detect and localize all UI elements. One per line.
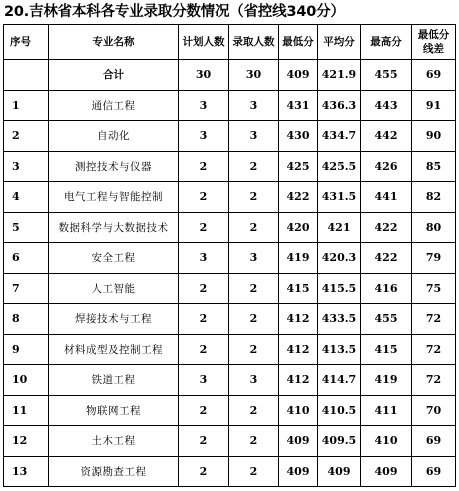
row-diff: 82 [412, 182, 456, 213]
row-max: 411 [361, 395, 412, 426]
row-diff: 80 [412, 212, 456, 243]
row-admitted: 3 [229, 365, 279, 396]
row-plan: 3 [179, 243, 229, 274]
row-min: 420 [279, 212, 318, 243]
total-label: 合计 [49, 60, 179, 91]
row-max: 442 [361, 121, 412, 152]
table-row [4, 212, 456, 243]
row-no: 4 [4, 182, 49, 213]
total-min: 409 [279, 60, 318, 91]
row-plan: 3 [179, 90, 229, 121]
row-min: 409 [279, 456, 318, 487]
row-max: 443 [361, 90, 412, 121]
row-admitted: 2 [229, 334, 279, 365]
row-max: 455 [361, 304, 412, 335]
row-max: 415 [361, 334, 412, 365]
row-admitted: 2 [229, 182, 279, 213]
row-min: 431 [279, 90, 318, 121]
row-max: 441 [361, 182, 412, 213]
row-major: 焊接技术与工程 [49, 304, 179, 335]
header-diff-label: 最低分线差 [417, 29, 450, 55]
row-avg: 414.7 [318, 365, 361, 396]
total-diff: 69 [412, 60, 456, 91]
row-no: 10 [4, 365, 49, 396]
row-major: 材料成型及控制工程 [49, 334, 179, 365]
row-no: 9 [4, 334, 49, 365]
row-admitted: 2 [229, 151, 279, 182]
row-min: 412 [279, 334, 318, 365]
row-plan: 2 [179, 151, 229, 182]
row-avg: 433.5 [318, 304, 361, 335]
row-diff: 90 [412, 121, 456, 152]
row-plan: 2 [179, 182, 229, 213]
row-no: 13 [4, 456, 49, 487]
admission-scores-table [3, 24, 456, 487]
table-row [4, 395, 456, 426]
row-no: 5 [4, 212, 49, 243]
table-row [4, 426, 456, 457]
row-diff: 79 [412, 243, 456, 274]
row-diff: 75 [412, 273, 456, 304]
row-avg: 431.5 [318, 182, 361, 213]
row-major: 资源勘查工程 [49, 456, 179, 487]
row-admitted: 3 [229, 90, 279, 121]
row-min: 409 [279, 426, 318, 457]
row-major: 测控技术与仪器 [49, 151, 179, 182]
row-major: 安全工程 [49, 243, 179, 274]
row-avg: 425.5 [318, 151, 361, 182]
total-plan: 30 [179, 60, 229, 91]
row-diff: 85 [412, 151, 456, 182]
row-min: 422 [279, 182, 318, 213]
row-admitted: 3 [229, 121, 279, 152]
row-no: 3 [4, 151, 49, 182]
row-max: 409 [361, 456, 412, 487]
row-major: 自动化 [49, 121, 179, 152]
row-diff: 72 [412, 365, 456, 396]
row-admitted: 2 [229, 304, 279, 335]
table-row [4, 182, 456, 213]
row-no: 2 [4, 121, 49, 152]
row-min: 412 [279, 304, 318, 335]
row-diff: 69 [412, 456, 456, 487]
row-max: 422 [361, 212, 412, 243]
row-major: 铁道工程 [49, 365, 179, 396]
row-major: 通信工程 [49, 90, 179, 121]
row-plan: 3 [179, 121, 229, 152]
row-avg: 413.5 [318, 334, 361, 365]
header-no: 序号 [4, 25, 49, 60]
row-plan: 2 [179, 273, 229, 304]
row-avg: 410.5 [318, 395, 361, 426]
row-major: 电气工程与智能控制 [49, 182, 179, 213]
row-avg: 409.5 [318, 426, 361, 457]
row-avg: 409 [318, 456, 361, 487]
page-title: 20.吉林省本科各专业录取分数情况（省控线340分） [4, 4, 345, 20]
header-min: 最低分 [279, 25, 318, 60]
row-major: 人工智能 [49, 273, 179, 304]
row-min: 410 [279, 395, 318, 426]
row-plan: 2 [179, 334, 229, 365]
total-no [4, 60, 49, 91]
header-max: 最高分 [361, 25, 412, 60]
row-avg: 436.3 [318, 90, 361, 121]
total-row [4, 60, 456, 91]
row-diff: 70 [412, 395, 456, 426]
row-admitted: 2 [229, 426, 279, 457]
table-row [4, 90, 456, 121]
row-no: 7 [4, 273, 49, 304]
row-plan: 3 [179, 365, 229, 396]
header-avg: 平均分 [318, 25, 361, 60]
row-diff: 91 [412, 90, 456, 121]
row-min: 412 [279, 365, 318, 396]
row-no: 6 [4, 243, 49, 274]
row-diff: 72 [412, 304, 456, 335]
row-diff: 69 [412, 426, 456, 457]
table-row [4, 334, 456, 365]
row-diff: 72 [412, 334, 456, 365]
row-avg: 421 [318, 212, 361, 243]
row-min: 419 [279, 243, 318, 274]
row-min: 425 [279, 151, 318, 182]
row-max: 422 [361, 243, 412, 274]
row-admitted: 2 [229, 395, 279, 426]
row-major: 土木工程 [49, 426, 179, 457]
row-max: 416 [361, 273, 412, 304]
table-row [4, 121, 456, 152]
row-admitted: 2 [229, 273, 279, 304]
row-min: 430 [279, 121, 318, 152]
table-row [4, 151, 456, 182]
total-max: 455 [361, 60, 412, 91]
row-plan: 2 [179, 395, 229, 426]
table-header-row [4, 25, 456, 60]
row-avg: 420.3 [318, 243, 361, 274]
row-max: 410 [361, 426, 412, 457]
row-min: 415 [279, 273, 318, 304]
row-max: 426 [361, 151, 412, 182]
row-avg: 415.5 [318, 273, 361, 304]
table-row [4, 273, 456, 304]
row-plan: 2 [179, 456, 229, 487]
row-no: 1 [4, 90, 49, 121]
row-major: 数据科学与大数据技术 [49, 212, 179, 243]
header-admitted: 录取人数 [229, 25, 279, 60]
header-diff [412, 25, 456, 60]
row-plan: 2 [179, 212, 229, 243]
row-max: 419 [361, 365, 412, 396]
table-row [4, 304, 456, 335]
row-no: 8 [4, 304, 49, 335]
table-row [4, 243, 456, 274]
row-no: 11 [4, 395, 49, 426]
row-avg: 434.7 [318, 121, 361, 152]
row-major: 物联网工程 [49, 395, 179, 426]
total-admitted: 30 [229, 60, 279, 91]
row-no: 12 [4, 426, 49, 457]
row-plan: 2 [179, 304, 229, 335]
row-admitted: 2 [229, 456, 279, 487]
row-admitted: 2 [229, 212, 279, 243]
row-plan: 2 [179, 426, 229, 457]
table-row [4, 456, 456, 487]
header-plan: 计划人数 [179, 25, 229, 60]
header-major: 专业名称 [49, 25, 179, 60]
total-avg: 421.9 [318, 60, 361, 91]
table-row [4, 365, 456, 396]
row-admitted: 3 [229, 243, 279, 274]
